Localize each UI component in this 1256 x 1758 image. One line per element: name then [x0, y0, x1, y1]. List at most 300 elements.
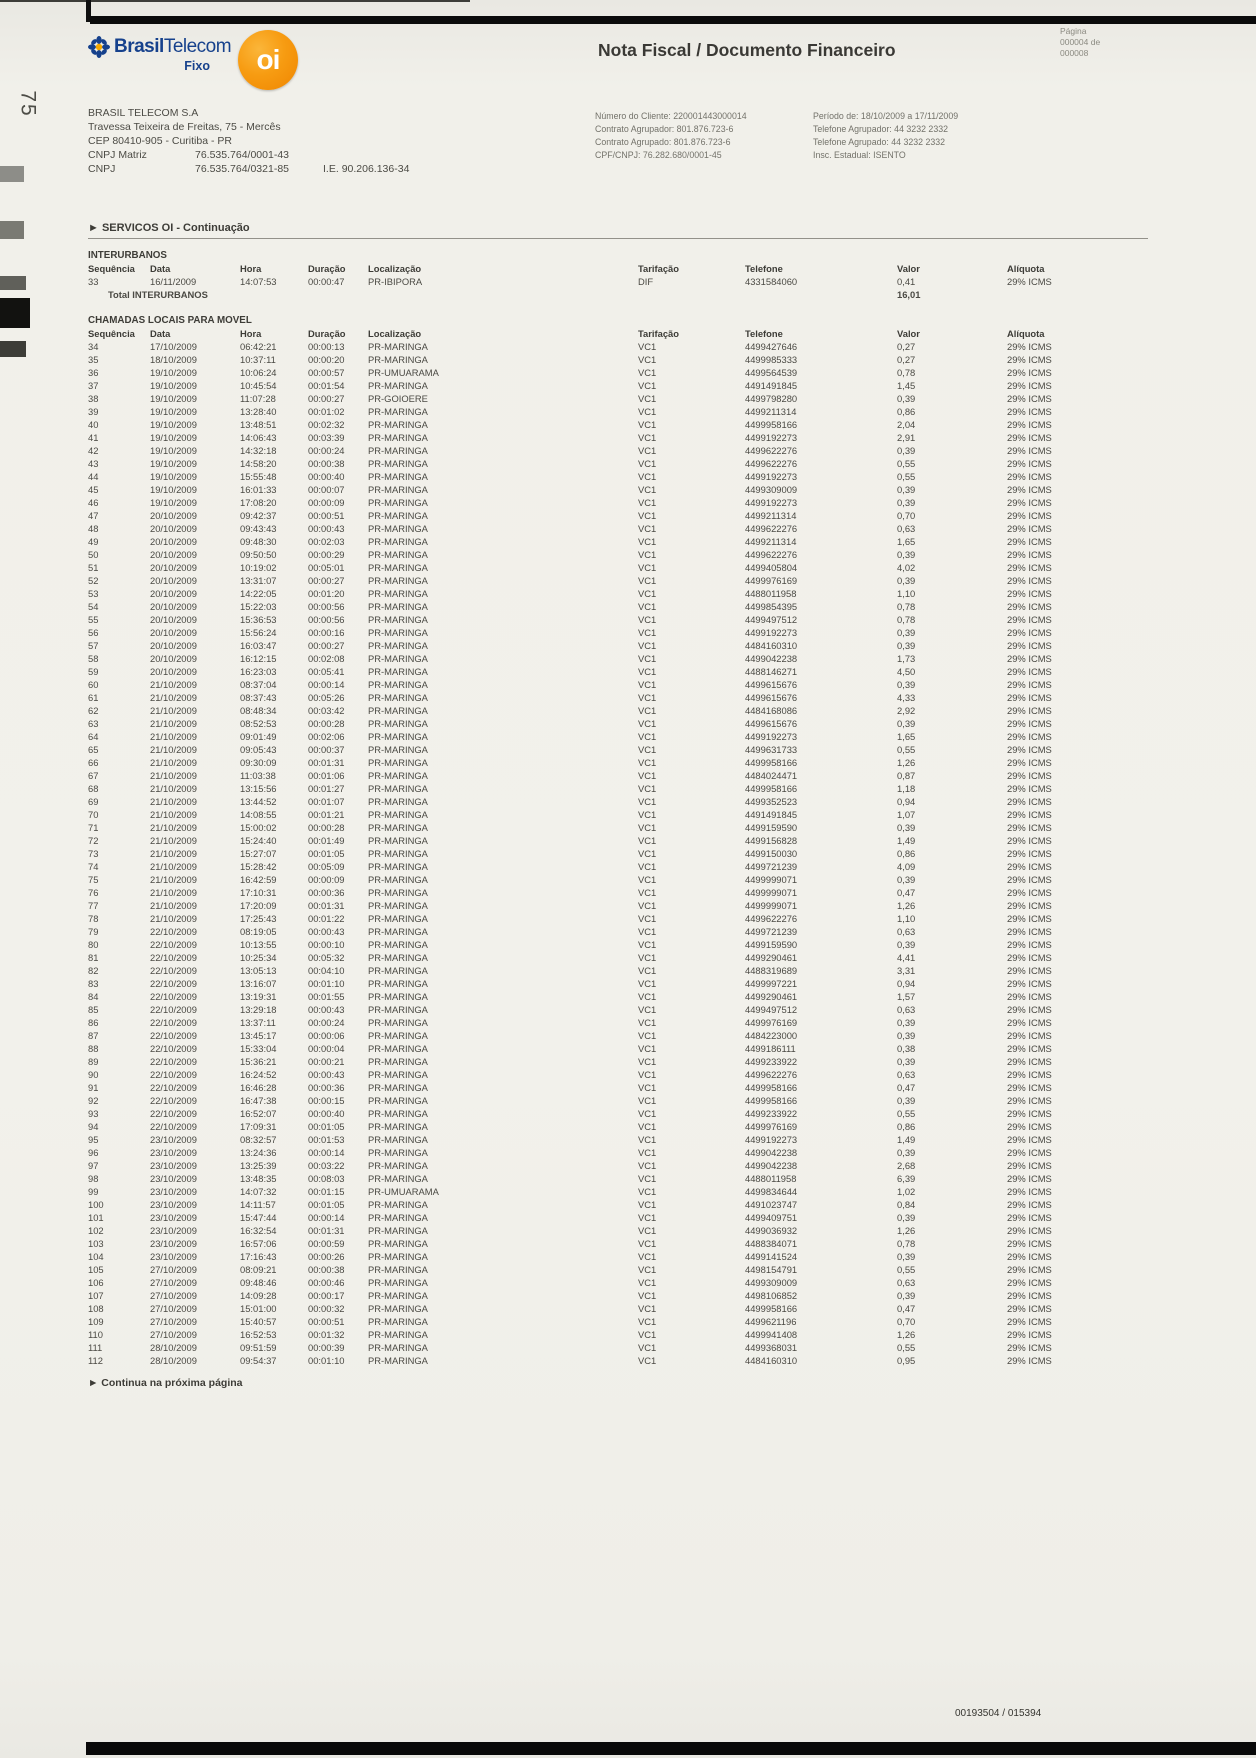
row-cell: 34: [88, 341, 99, 352]
row-cell: 13:05:13: [240, 965, 277, 976]
col-telefone: Telefone: [745, 328, 783, 339]
row-cell: 00:00:36: [308, 1082, 345, 1093]
table-row: [88, 1211, 1148, 1224]
row-cell: PR-MARINGA: [368, 1147, 428, 1158]
row-cell: 29% ICMS: [1007, 757, 1052, 768]
row-cell: 4499622276: [745, 458, 798, 469]
total-value: 16,01: [897, 289, 921, 300]
row-cell: 23/10/2009: [150, 1134, 197, 1145]
row-cell: 99: [88, 1186, 99, 1197]
row-cell: 23/10/2009: [150, 1238, 197, 1249]
row-cell: 1,26: [897, 1225, 916, 1236]
row-cell: 4499615676: [745, 679, 798, 690]
binding-mark: [0, 298, 30, 328]
row-cell: 29% ICMS: [1007, 1277, 1052, 1288]
row-cell: 1,45: [897, 380, 916, 391]
brand-name-rest: Telecom: [163, 36, 232, 57]
row-cell: 21/10/2009: [150, 757, 197, 768]
row-cell: 4331584060: [745, 276, 798, 287]
row-cell: VC1: [638, 848, 657, 859]
row-cell: 47: [88, 510, 99, 521]
row-cell: 88: [88, 1043, 99, 1054]
row-cell: VC1: [638, 913, 657, 924]
row-cell: VC1: [638, 601, 657, 612]
row-cell: 22/10/2009: [150, 978, 197, 989]
row-cell: 00:01:22: [308, 913, 345, 924]
row-cell: 107: [88, 1290, 104, 1301]
table-row: [88, 1094, 1148, 1107]
row-cell: 4499192273: [745, 471, 798, 482]
row-cell: 10:37:11: [240, 354, 276, 365]
row-cell: 0,39: [897, 627, 916, 638]
row-cell: 00:04:10: [308, 965, 345, 976]
row-cell: VC1: [638, 445, 657, 456]
table-row: [88, 1185, 1148, 1198]
row-cell: 22/10/2009: [150, 1030, 197, 1041]
binding-mark: [0, 341, 26, 357]
table-row: [88, 652, 1148, 665]
row-cell: 100: [88, 1199, 104, 1210]
row-cell: 00:01:31: [308, 757, 345, 768]
row-cell: 29% ICMS: [1007, 1199, 1052, 1210]
row-cell: 110: [88, 1329, 103, 1340]
row-cell: 16:57:06: [240, 1238, 277, 1249]
row-cell: PR-MARINGA: [368, 471, 428, 482]
row-cell: 68: [88, 783, 99, 794]
table-row: [88, 379, 1148, 392]
row-cell: 29% ICMS: [1007, 497, 1052, 508]
table-row: [88, 548, 1148, 561]
row-cell: 84: [88, 991, 99, 1002]
row-cell: 00:00:39: [308, 1342, 345, 1353]
row-cell: 21/10/2009: [150, 705, 197, 716]
table-row: [88, 1341, 1148, 1354]
row-cell: 16:12:15: [240, 653, 277, 664]
row-cell: 22/10/2009: [150, 939, 197, 950]
section-title: ► SERVICOS OI - Continuação: [88, 222, 1148, 239]
row-cell: 00:00:27: [308, 575, 345, 586]
row-cell: PR-MARINGA: [368, 497, 428, 508]
row-cell: 16:01:33: [240, 484, 277, 495]
table-row: [88, 990, 1148, 1003]
row-cell: 00:00:36: [308, 887, 345, 898]
row-cell: 0,39: [897, 939, 916, 950]
row-cell: 29% ICMS: [1007, 1030, 1052, 1041]
row-cell: 0,39: [897, 393, 916, 404]
row-cell: 29% ICMS: [1007, 1186, 1052, 1197]
row-cell: 105: [88, 1264, 104, 1275]
row-cell: 78: [88, 913, 99, 924]
table-row: [88, 704, 1148, 717]
row-cell: 29% ICMS: [1007, 276, 1052, 287]
row-cell: 00:00:40: [308, 1108, 345, 1119]
row-cell: 4499156828: [745, 835, 798, 846]
row-cell: 22/10/2009: [150, 1082, 197, 1093]
row-cell: 00:00:10: [308, 939, 345, 950]
table-row: [88, 535, 1148, 548]
row-cell: 00:00:51: [308, 510, 345, 521]
row-cell: VC1: [638, 419, 657, 430]
row-cell: 10:19:02: [240, 562, 277, 573]
row-cell: 15:55:48: [240, 471, 277, 482]
row-cell: VC1: [638, 1147, 657, 1158]
row-cell: 4499211314: [745, 406, 797, 417]
row-cell: VC1: [638, 692, 657, 703]
table-row: [88, 522, 1148, 535]
row-cell: 0,55: [897, 471, 916, 482]
row-cell: 09:48:46: [240, 1277, 277, 1288]
row-cell: 20/10/2009: [150, 523, 197, 534]
row-cell: 0,78: [897, 1238, 916, 1249]
row-cell: 00:00:47: [308, 276, 345, 287]
table-row: [88, 821, 1148, 834]
row-cell: 29% ICMS: [1007, 1043, 1052, 1054]
row-cell: 4499958166: [745, 783, 798, 794]
row-cell: 0,55: [897, 1342, 916, 1353]
row-cell: VC1: [638, 835, 657, 846]
table-row: [88, 717, 1148, 730]
row-cell: 4499427646: [745, 341, 798, 352]
col-duracao: Duração: [308, 328, 346, 339]
row-cell: 4499405804: [745, 562, 798, 573]
row-cell: 102: [88, 1225, 104, 1236]
row-cell: 1,26: [897, 757, 916, 768]
row-cell: 4499309009: [745, 1277, 798, 1288]
table-row: [88, 795, 1148, 808]
row-cell: 0,55: [897, 744, 916, 755]
row-cell: 19/10/2009: [150, 432, 197, 443]
row-cell: 29% ICMS: [1007, 822, 1052, 833]
row-cell: PR-MARINGA: [368, 1238, 428, 1249]
table-row: [88, 1172, 1148, 1185]
row-cell: 0,39: [897, 484, 916, 495]
table-row: [88, 847, 1148, 860]
row-cell: 16:32:54: [240, 1225, 277, 1236]
row-cell: PR-MARINGA: [368, 796, 428, 807]
col-data: Data: [150, 328, 171, 339]
row-cell: 29% ICMS: [1007, 900, 1052, 911]
row-cell: 00:00:27: [308, 640, 345, 651]
row-cell: 00:08:03: [308, 1173, 345, 1184]
row-cell: 09:05:43: [240, 744, 277, 755]
row-cell: 08:37:04: [240, 679, 277, 690]
table-row: [88, 964, 1148, 977]
row-cell: 22/10/2009: [150, 991, 197, 1002]
row-cell: 14:07:53: [240, 276, 277, 287]
row-cell: 77: [88, 900, 99, 911]
row-cell: 1,65: [897, 731, 916, 742]
row-cell: 21/10/2009: [150, 913, 197, 924]
table-row: [88, 392, 1148, 405]
row-cell: 1,02: [897, 1186, 916, 1197]
ie-value: I.E. 90.206.136-34: [323, 163, 410, 175]
row-cell: PR-MARINGA: [368, 1134, 428, 1145]
row-cell: 00:01:05: [308, 1199, 345, 1210]
row-cell: 15:36:21: [240, 1056, 277, 1067]
page-side-number: 75: [16, 90, 40, 118]
row-cell: 29% ICMS: [1007, 523, 1052, 534]
row-cell: VC1: [638, 1134, 657, 1145]
row-cell: 00:00:09: [308, 874, 345, 885]
table-row: [88, 470, 1148, 483]
row-cell: 0,39: [897, 549, 916, 560]
row-cell: 0,47: [897, 887, 916, 898]
row-cell: 101: [88, 1212, 104, 1223]
row-cell: 4499233922: [745, 1056, 798, 1067]
row-cell: 00:00:16: [308, 627, 345, 638]
row-cell: 4499721239: [745, 926, 798, 937]
row-cell: 29% ICMS: [1007, 1095, 1052, 1106]
table-row: [88, 1068, 1148, 1081]
row-cell: 42: [88, 445, 99, 456]
row-cell: 0,39: [897, 1030, 916, 1041]
row-cell: 00:01:53: [308, 1134, 345, 1145]
row-cell: VC1: [638, 718, 657, 729]
row-cell: 29% ICMS: [1007, 380, 1052, 391]
table-row: [88, 1133, 1148, 1146]
row-cell: VC1: [638, 744, 657, 755]
row-cell: 0,63: [897, 926, 916, 937]
row-cell: 29% ICMS: [1007, 536, 1052, 547]
row-cell: PR-MARINGA: [368, 874, 428, 885]
row-cell: 106: [88, 1277, 104, 1288]
row-cell: 95: [88, 1134, 99, 1145]
row-cell: 0,39: [897, 1251, 916, 1262]
row-cell: 21/10/2009: [150, 692, 197, 703]
table-row: [88, 1302, 1148, 1315]
row-cell: 29% ICMS: [1007, 796, 1052, 807]
row-cell: 13:31:07: [240, 575, 277, 586]
row-cell: 21/10/2009: [150, 900, 197, 911]
row-cell: 4484160310: [745, 640, 798, 651]
row-cell: PR-MARINGA: [368, 731, 428, 742]
row-cell: PR-MARINGA: [368, 1173, 428, 1184]
row-cell: 108: [88, 1303, 104, 1314]
col-tarifacao: Tarifação: [638, 328, 679, 339]
row-cell: 0,94: [897, 796, 916, 807]
row-cell: 0,41: [897, 276, 916, 287]
total-label: Total INTERURBANOS: [108, 289, 208, 300]
row-cell: 51: [88, 562, 99, 573]
row-cell: 00:00:09: [308, 497, 345, 508]
row-cell: VC1: [638, 1030, 657, 1041]
row-cell: 21/10/2009: [150, 679, 197, 690]
row-cell: PR-MARINGA: [368, 1121, 428, 1132]
row-cell: 0,70: [897, 1316, 916, 1327]
row-cell: 29% ICMS: [1007, 393, 1052, 404]
row-cell: 15:27:07: [240, 848, 277, 859]
row-cell: VC1: [638, 575, 657, 586]
row-cell: 09:51:59: [240, 1342, 277, 1353]
row-cell: 22/10/2009: [150, 952, 197, 963]
row-cell: 14:22:05: [240, 588, 277, 599]
row-cell: 69: [88, 796, 99, 807]
row-cell: 0,47: [897, 1303, 916, 1314]
row-cell: 4499834644: [745, 1186, 798, 1197]
row-cell: 14:11:57: [240, 1199, 276, 1210]
table-row: [88, 1146, 1148, 1159]
row-cell: 22/10/2009: [150, 1056, 197, 1067]
row-cell: 4499409751: [745, 1212, 798, 1223]
row-cell: 00:01:02: [308, 406, 345, 417]
row-cell: 21/10/2009: [150, 809, 197, 820]
row-cell: 20/10/2009: [150, 614, 197, 625]
row-cell: 00:00:43: [308, 1004, 345, 1015]
row-cell: PR-MARINGA: [368, 952, 428, 963]
row-cell: 4499042238: [745, 653, 798, 664]
col-aliquota: Alíquota: [1007, 263, 1045, 274]
row-cell: 00:00:28: [308, 718, 345, 729]
row-cell: 85: [88, 1004, 99, 1015]
oi-logo-text: oi: [256, 44, 280, 75]
row-cell: PR-MARINGA: [368, 1251, 428, 1262]
row-cell: 29% ICMS: [1007, 679, 1052, 690]
row-cell: 23/10/2009: [150, 1212, 197, 1223]
row-cell: 29% ICMS: [1007, 562, 1052, 573]
row-cell: 29% ICMS: [1007, 939, 1052, 950]
row-cell: 29% ICMS: [1007, 1225, 1052, 1236]
row-cell: 4499976169: [745, 1017, 798, 1028]
row-cell: 4488319689: [745, 965, 798, 976]
binding-mark: [0, 221, 24, 239]
row-cell: 15:22:03: [240, 601, 277, 612]
table-row: [88, 626, 1148, 639]
row-cell: 4,33: [897, 692, 916, 703]
row-cell: 29% ICMS: [1007, 341, 1052, 352]
row-cell: 22/10/2009: [150, 926, 197, 937]
table-row: [88, 899, 1148, 912]
row-cell: 1,18: [897, 783, 916, 794]
row-cell: VC1: [638, 1238, 657, 1249]
row-cell: 86: [88, 1017, 99, 1028]
row-cell: 16:42:59: [240, 874, 277, 885]
row-cell: 1,26: [897, 1329, 916, 1340]
row-cell: 4499042238: [745, 1147, 798, 1158]
row-cell: VC1: [638, 497, 657, 508]
table-row: [88, 613, 1148, 626]
row-cell: 29% ICMS: [1007, 1355, 1052, 1366]
row-cell: VC1: [638, 1017, 657, 1028]
row-cell: 17:20:09: [240, 900, 277, 911]
row-cell: 4499615676: [745, 692, 798, 703]
row-cell: 1,73: [897, 653, 916, 664]
table-row: [88, 782, 1148, 795]
row-cell: 4488011958: [745, 588, 797, 599]
row-cell: 29% ICMS: [1007, 887, 1052, 898]
row-cell: 08:48:34: [240, 705, 277, 716]
row-cell: 4499721239: [745, 861, 798, 872]
row-cell: 29% ICMS: [1007, 744, 1052, 755]
table-row: [88, 808, 1148, 821]
row-cell: 4498106852: [745, 1290, 798, 1301]
table-row: [88, 1250, 1148, 1263]
row-cell: 29% ICMS: [1007, 1264, 1052, 1275]
row-cell: PR-MARINGA: [368, 848, 428, 859]
row-cell: 00:00:38: [308, 1264, 345, 1275]
row-cell: 0,39: [897, 1147, 916, 1158]
row-cell: 33: [88, 276, 99, 287]
row-cell: 4499309009: [745, 484, 798, 495]
row-cell: 4499997221: [745, 978, 798, 989]
row-cell: 20/10/2009: [150, 640, 197, 651]
row-cell: 29% ICMS: [1007, 809, 1052, 820]
scan-edge-artifact: [86, 1742, 1256, 1755]
table-row: [88, 691, 1148, 704]
row-cell: 0,78: [897, 601, 916, 612]
col-localizacao: Localização: [368, 263, 422, 274]
table-row: [88, 1159, 1148, 1172]
row-cell: 17/10/2009: [150, 341, 197, 352]
row-cell: 00:00:51: [308, 1316, 345, 1327]
row-cell: VC1: [638, 1277, 657, 1288]
row-cell: VC1: [638, 1173, 657, 1184]
row-cell: 79: [88, 926, 99, 937]
row-cell: 4499368031: [745, 1342, 798, 1353]
row-cell: 00:00:04: [308, 1043, 345, 1054]
row-cell: PR-MARINGA: [368, 1030, 428, 1041]
row-cell: 4488011958: [745, 1173, 797, 1184]
row-cell: 29% ICMS: [1007, 1316, 1052, 1327]
row-cell: 0,39: [897, 1017, 916, 1028]
col-valor: Valor: [897, 263, 920, 274]
row-cell: 4,09: [897, 861, 916, 872]
row-cell: 20/10/2009: [150, 627, 197, 638]
row-cell: 19/10/2009: [150, 419, 197, 430]
row-cell: 19/10/2009: [150, 380, 197, 391]
binding-mark: [0, 166, 24, 182]
row-cell: PR-MARINGA: [368, 1212, 428, 1223]
row-cell: PR-MARINGA: [368, 926, 428, 937]
row-cell: 13:19:31: [240, 991, 277, 1002]
row-cell: 14:08:55: [240, 809, 277, 820]
customer-number: Número do Cliente: 220001443000014: [595, 111, 747, 121]
row-cell: VC1: [638, 1186, 657, 1197]
brasil-telecom-logo: [88, 36, 238, 73]
scan-edge-artifact: [90, 16, 1256, 24]
row-cell: 00:01:10: [308, 978, 345, 989]
table-row: [88, 756, 1148, 769]
row-cell: 21/10/2009: [150, 887, 197, 898]
row-cell: 1,65: [897, 536, 916, 547]
row-cell: 20/10/2009: [150, 510, 197, 521]
row-cell: VC1: [638, 367, 657, 378]
table-row: [88, 1224, 1148, 1237]
row-cell: 27/10/2009: [150, 1277, 197, 1288]
row-cell: 28/10/2009: [150, 1355, 197, 1366]
row-cell: 23/10/2009: [150, 1160, 197, 1171]
row-cell: PR-MARINGA: [368, 692, 428, 703]
row-cell: 4499958166: [745, 1095, 798, 1106]
row-cell: 1,07: [897, 809, 916, 820]
empty-cell: [638, 288, 745, 301]
row-cell: DIF: [638, 276, 654, 287]
row-cell: 29% ICMS: [1007, 484, 1052, 495]
row-cell: 09:48:30: [240, 536, 277, 547]
row-cell: 0,86: [897, 406, 916, 417]
row-cell: VC1: [638, 1264, 657, 1275]
row-cell: 10:13:55: [240, 939, 277, 950]
row-cell: PR-MARINGA: [368, 562, 428, 573]
row-cell: 29% ICMS: [1007, 601, 1052, 612]
row-cell: 00:01:21: [308, 809, 345, 820]
telefone-agrupado: Telefone Agrupado: 44 3232 2332: [813, 137, 946, 147]
row-cell: 2,92: [897, 705, 916, 716]
row-cell: 4499497512: [745, 614, 798, 625]
row-cell: 00:00:59: [308, 1238, 345, 1249]
row-cell: PR-MARINGA: [368, 679, 428, 690]
row-cell: 62: [88, 705, 99, 716]
row-cell: 44: [88, 471, 99, 482]
